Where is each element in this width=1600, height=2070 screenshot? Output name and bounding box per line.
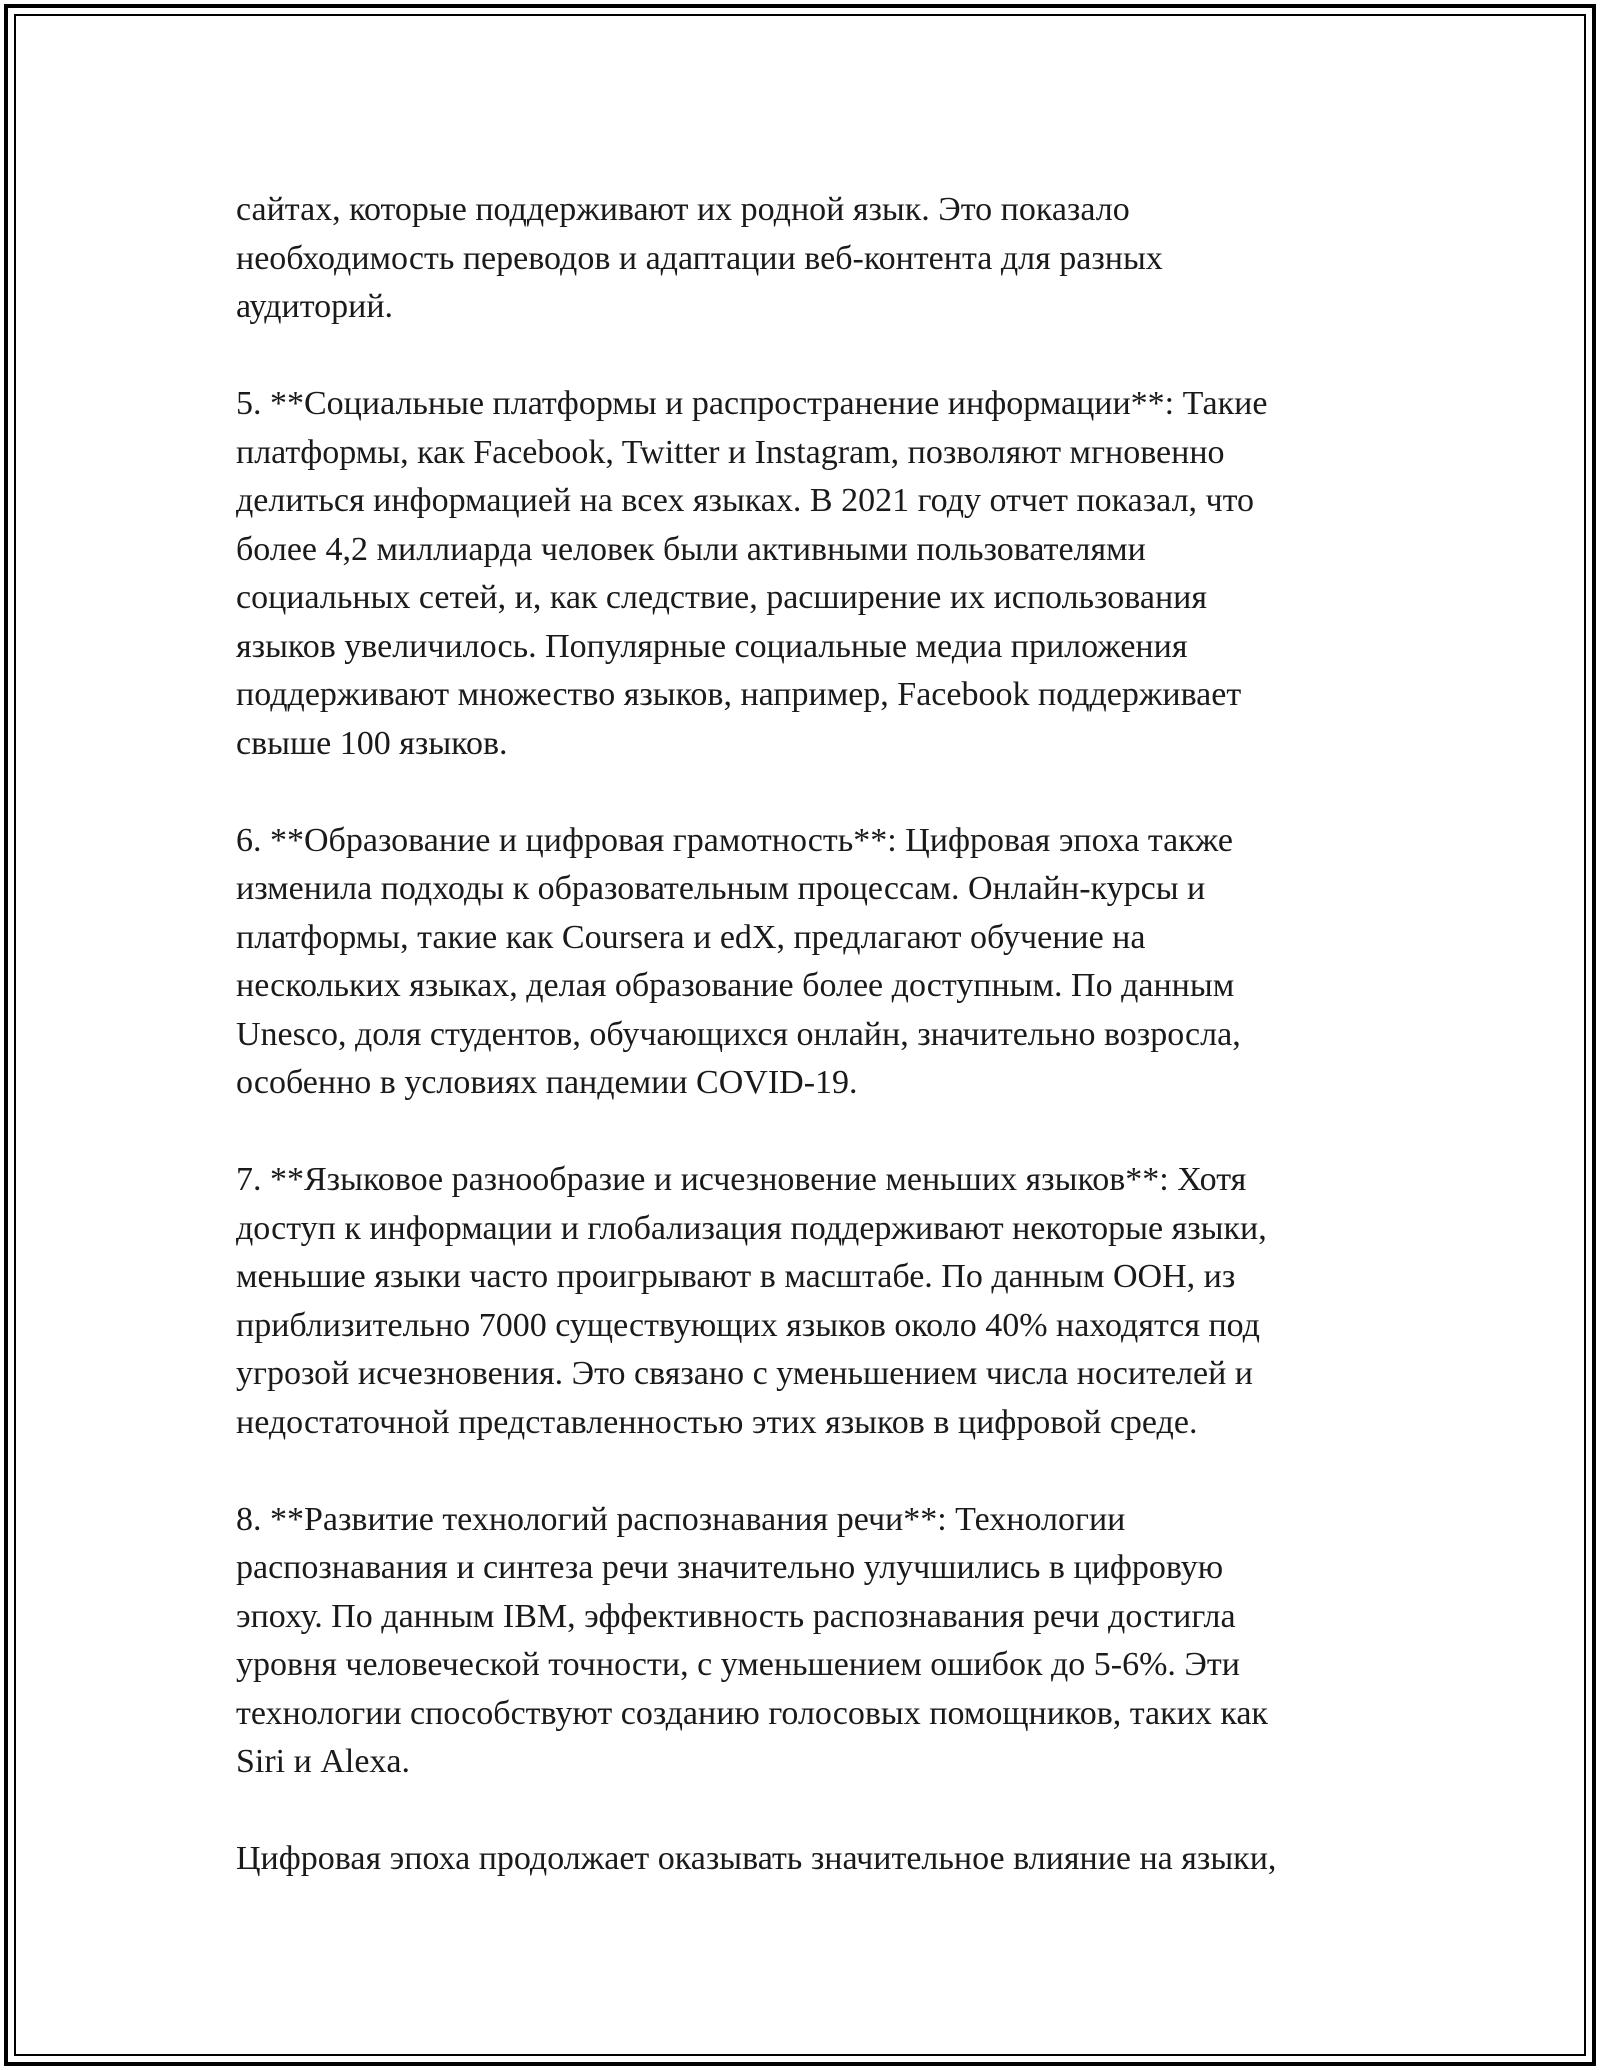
paragraph-conclusion xyxy=(236,1835,1376,1884)
text-line: доступ к информации и глобализация поддерживают некоторые языки, xyxy=(236,1209,1267,1247)
text-line: Siri и Alexa. xyxy=(236,1743,411,1780)
document-body xyxy=(236,186,1376,1884)
text-line: 5. **Социальные платформы и распространение информации**: Такие xyxy=(236,385,1268,422)
text-line: свыше 100 языков. xyxy=(236,724,508,762)
text-line: социальных сетей, и, как следствие, расширение их использования xyxy=(236,579,1208,616)
paragraph-item-5 xyxy=(236,380,1376,768)
text-line: угрозой исчезновения. Это связано с уменьшением числа носителей и xyxy=(236,1355,1253,1392)
paragraph-intro-continuation xyxy=(236,186,1376,332)
paragraph-item-6 xyxy=(236,817,1376,1108)
text-line: более 4,2 миллиарда человек были активными пользователями xyxy=(236,530,1146,568)
text-line: поддерживают множество языков, например, Facebook поддерживает xyxy=(236,676,1242,713)
text-line: 8. **Развитие технологий распознавания речи**: Технологии xyxy=(236,1500,1126,1538)
text-line: делиться информацией на всех языках. В 2021 году отчет показал, что xyxy=(236,482,1255,519)
text-line: 6. **Образование и цифровая грамотность**: Цифровая эпоха также xyxy=(236,821,1233,859)
text-line: платформы, как Facebook, Twitter и Instagram, позволяют мгновенно xyxy=(236,433,1225,471)
text-line: 7. **Языковое разнообразие и исчезновение меньших языков**: Хотя xyxy=(236,1161,1247,1198)
text-line: необходимость переводов и адаптации веб-контента для разных xyxy=(236,239,1163,277)
text-line: сайтах, которые поддерживают их родной язык. Это показало xyxy=(236,191,1130,228)
text-line: нескольких языках, делая образование более доступным. По данным xyxy=(236,967,1235,1004)
text-line: уровня человеческой точности, с уменьшением ошибок до 5-6%. Эти xyxy=(236,1646,1240,1683)
text-line: Цифровая эпоха продолжает оказывать значительное влияние на языки, xyxy=(236,1840,1277,1877)
text-line: эпоху. По данным IBM, эффективность распознавания речи достигла xyxy=(236,1597,1236,1635)
text-line: Unesco, доля студентов, обучающихся онлайн, значительно возросла, xyxy=(236,1015,1241,1053)
text-line: изменила подходы к образовательным процессам. Онлайн-курсы и xyxy=(236,870,1206,907)
text-line: технологии способствуют созданию голосовых помощников, таких как xyxy=(236,1694,1268,1732)
paragraph-item-7 xyxy=(236,1156,1376,1447)
text-line: распознавания и синтеза речи значительно улучшились в цифровую xyxy=(236,1549,1224,1586)
text-line: аудиторий. xyxy=(236,288,394,325)
text-line: недостаточной представленностью этих языков в цифровой среде. xyxy=(236,1403,1198,1441)
text-line: языков увеличилось. Популярные социальные медиа приложения xyxy=(236,627,1188,665)
text-line: платформы, такие как Coursera и edX, предлагают обучение на xyxy=(236,918,1146,956)
paragraph-item-8 xyxy=(236,1496,1376,1787)
text-line: меньшие языки часто проигрывают в масштабе. По данным ООН, из xyxy=(236,1258,1236,1295)
text-line: особенно в условиях пандемии COVID-19. xyxy=(236,1064,858,1101)
text-line: приблизительно 7000 существующих языков около 40% находятся под xyxy=(236,1306,1260,1344)
